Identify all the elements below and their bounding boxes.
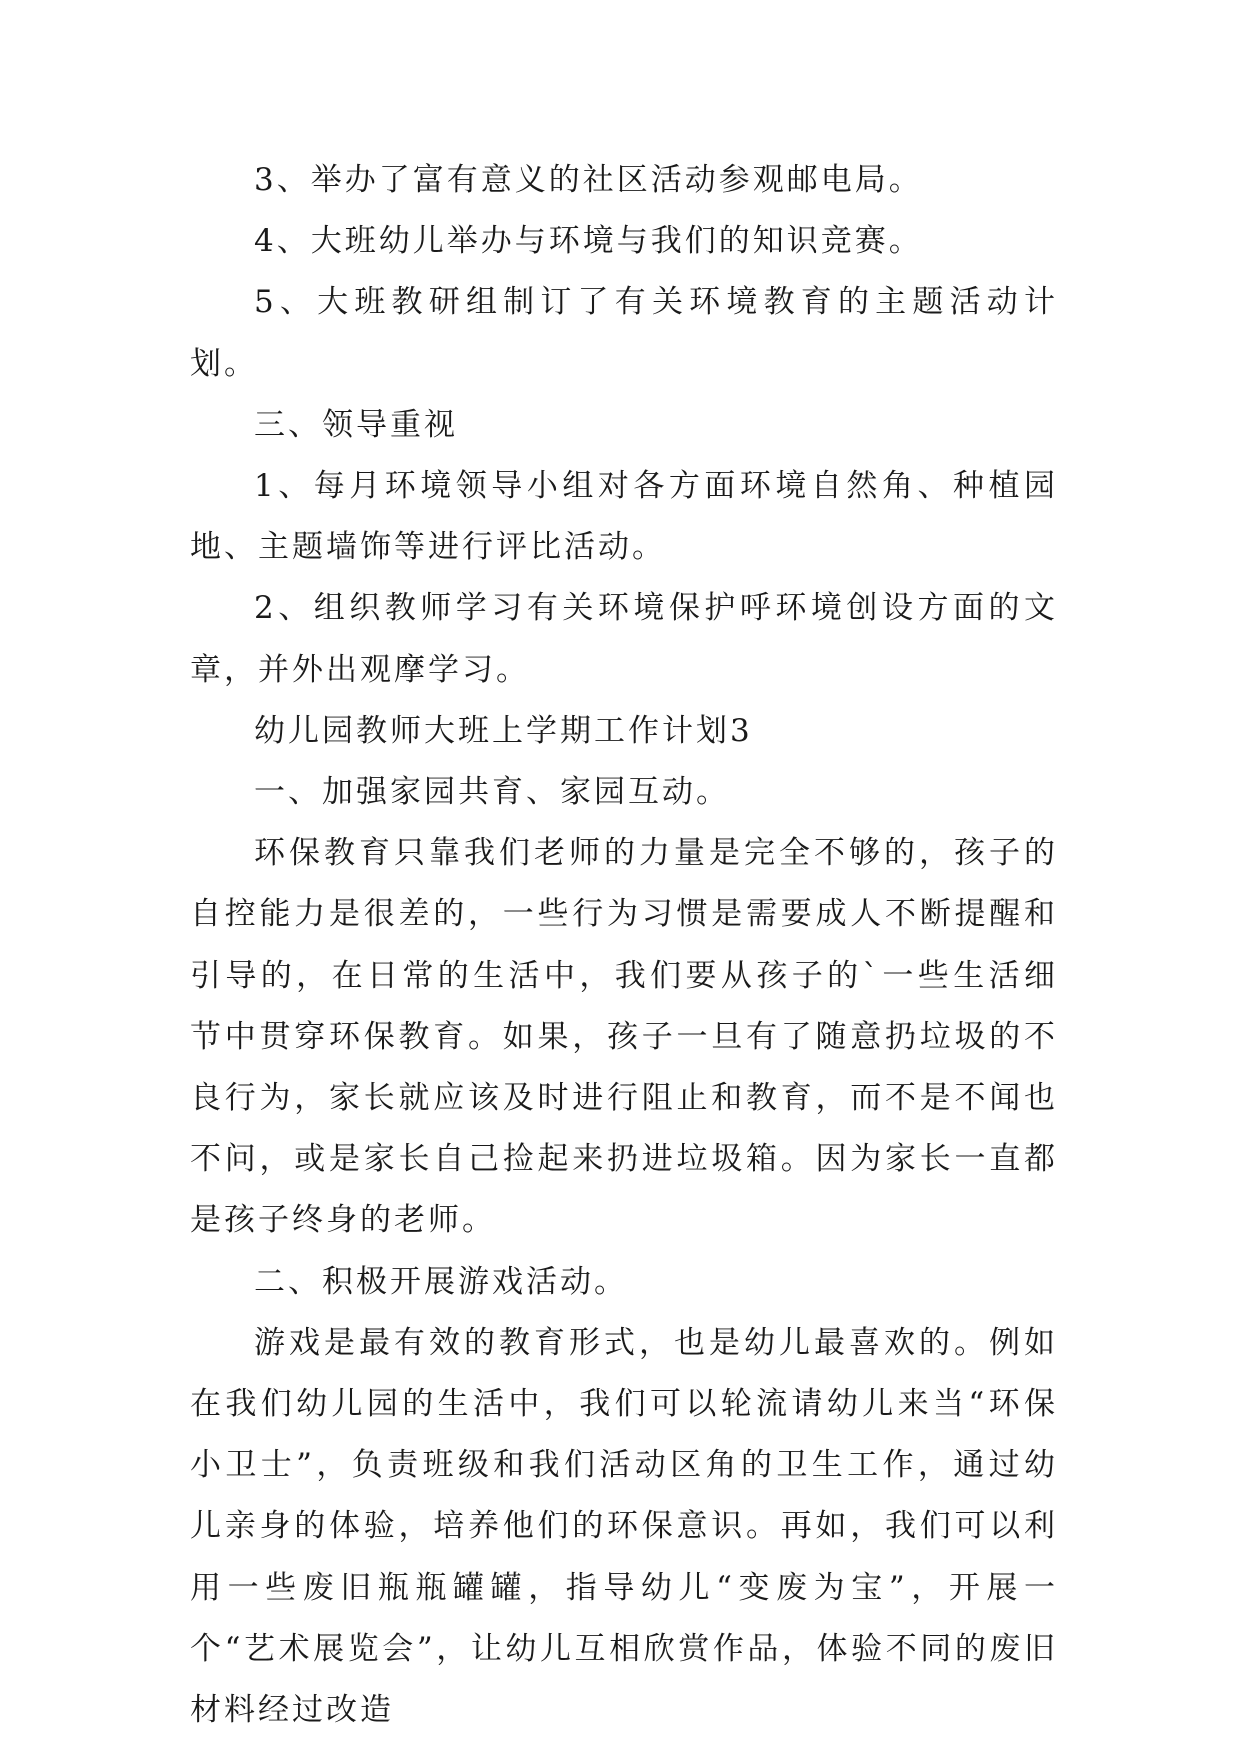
paragraph-home-school: 环保教育只靠我们老师的力量是完全不够的，孩子的自控能力是很差的，一些行为习惯是需要成人不断提醒和引导的，在日常的生活中，我们要从孩子的`一些生活细节中贯穿环保教育。如果，孩子一旦有了随意扔垃圾的不良行为，家长就应该及时进行阻止和教育，而不是不闻也不问，或是家长自己捡起来扔进垃圾箱。因为家长一直都是孩子终身的老师。 — [190, 835, 1058, 1239]
section-heading-leadership: 三、领导重视 — [254, 406, 458, 443]
paragraph-item-3: 3、举办了富有意义的社区活动参观邮电局。 — [254, 162, 923, 198]
paragraph-item-4: 4、大班幼儿举办与环境与我们的知识竞赛。 — [254, 223, 923, 260]
paragraph-item-5: 5、大班教研组制订了有关环境教育的主题活动计划。 — [190, 284, 1058, 382]
section-heading-home-school: 一、加强家园共育、家园互动。 — [254, 774, 730, 811]
section-heading-games: 二、积极开展游戏活动。 — [254, 1263, 628, 1300]
paragraph-games: 游戏是最有效的教育形式，也是幼儿最喜欢的。例如在我们幼儿园的生活中，我们可以轮流请幼儿来当“环保小卫士”，负责班级和我们活动区角的卫生工作，通过幼儿亲身的体验，培养他们的环保意识。再如，我们可以利用一些废旧瓶瓶罐罐，指导幼儿“变废为宝”，开展一个“艺术展览会”，让幼儿互相欣赏作品，体验不同的废旧材料经过改造 — [190, 1324, 1058, 1729]
paragraph-leadership-2: 2、组织教师学习有关环境保护呼环境创设方面的文章，并外出观摩学习。 — [190, 590, 1058, 688]
document-subtitle: 幼儿园教师大班上学期工作计划3 — [254, 712, 753, 749]
paragraph-leadership-1: 1、每月环境领导小组对各方面环境自然角、种植园地、主题墙饰等进行评比活动。 — [190, 468, 1058, 566]
document-body — [190, 150, 1058, 1741]
